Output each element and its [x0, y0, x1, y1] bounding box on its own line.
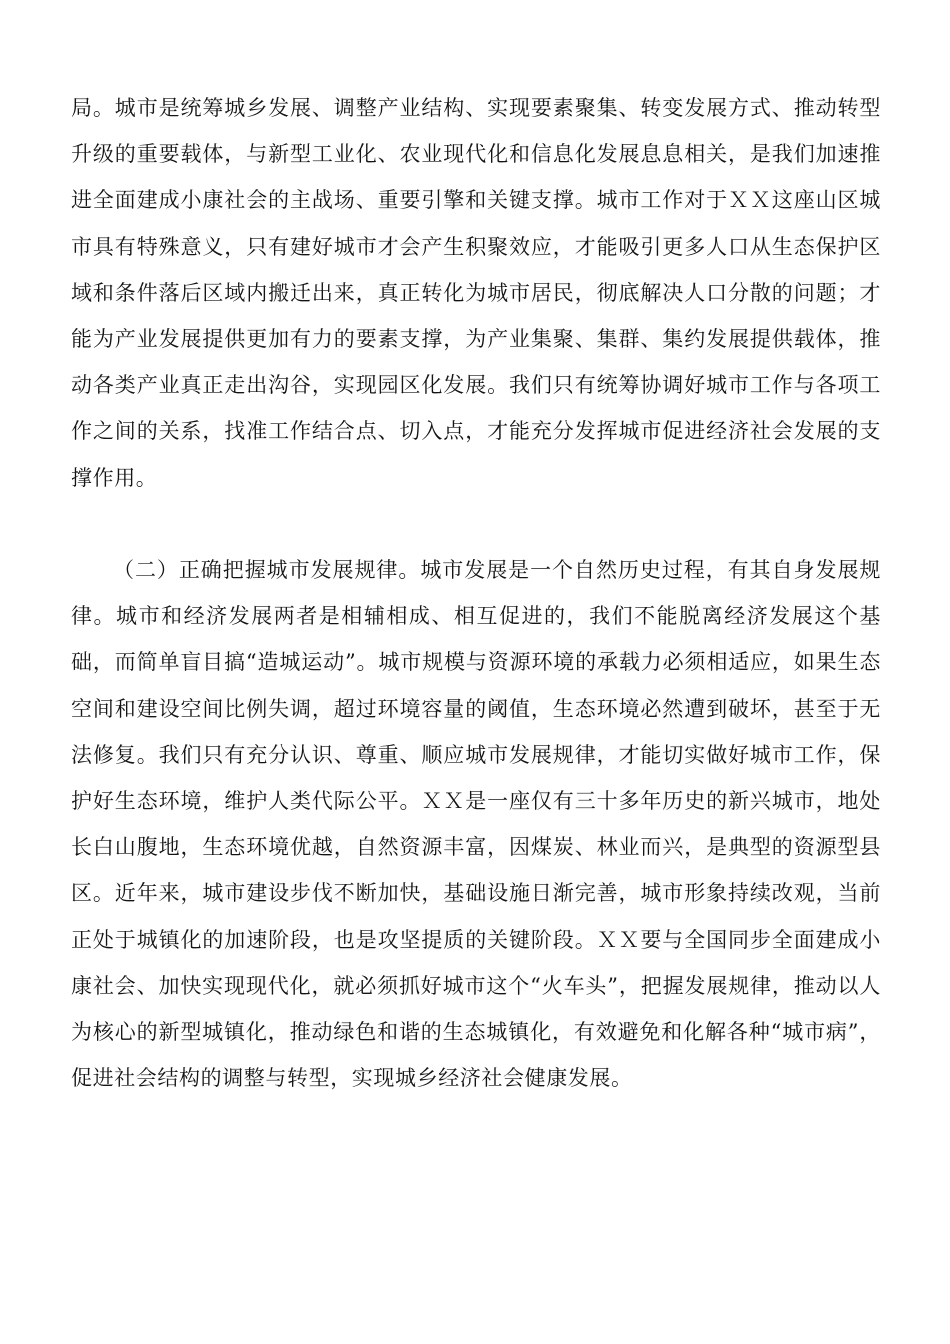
paragraph-continuation: [71, 85, 881, 501]
paragraph-text: （二）正确把握城市发展规律。城市发展是一个自然历史过程，有其自身发展规律。城市和经济发展两者是相辅相成、相互促进的，我们不能脱离经济发展这个基础，而简单盲目搞“造城运动”。城市规模与资源环境的承载力必须相适应，如果生态空间和建设空间比例失调，超过环境容量的阈值，生态环境必然遭到破坏，甚至于无法修复。我们只有充分认识、尊重、顺应城市发展规律，才能切实做好城市工作，保护好生态环境，维护人类代际公平。ＸＸ是一座仅有三十多年历史的新兴城市，地处长白山腹地，生态环境优越，自然资源丰富，因煤炭、林业而兴，是典型的资源型县区。近年来，城市建设步伐不断加快，基础设施日渐完善，城市形象持续改观，当前正处于城镇化的加速阶段，也是攻坚提质的关键阶段。ＸＸ要与全国同步全面建成小康社会、加快实现现代化，就必须抓好城市这个“火车头”，把握发展规律，推动以人为核心的新型城镇化，推动绿色和谐的生态城镇化，有效避免和化解各种“城市病”，促进社会结构的调整与转型，实现城乡经济社会健康发展。: [71, 558, 881, 1091]
paragraph-text: 局。城市是统筹城乡发展、调整产业结构、实现要素聚集、转变发展方式、推动转型升级的重要载体，与新型工业化、农业现代化和信息化发展息息相关，是我们加速推进全面建成小康社会的主战场、重要引擎和关键支撑。城市工作对于ＸＸ这座山区城市具有特殊意义，只有建好城市才会产生积聚效应，才能吸引更多人口从生态保护区域和条件落后区域内搬迁出来，真正转化为城市居民，彻底解决人口分散的问题；才能为产业发展提供更加有力的要素支撑，为产业集聚、集群、集约发展提供载体，推动各类产业真正走出沟谷，实现园区化发展。我们只有统筹协调好城市工作与各项工作之间的关系，找准工作结合点、切入点，才能充分发挥城市促进经济社会发展的支撑作用。: [71, 96, 881, 490]
paragraph-section-two: [71, 547, 881, 1101]
